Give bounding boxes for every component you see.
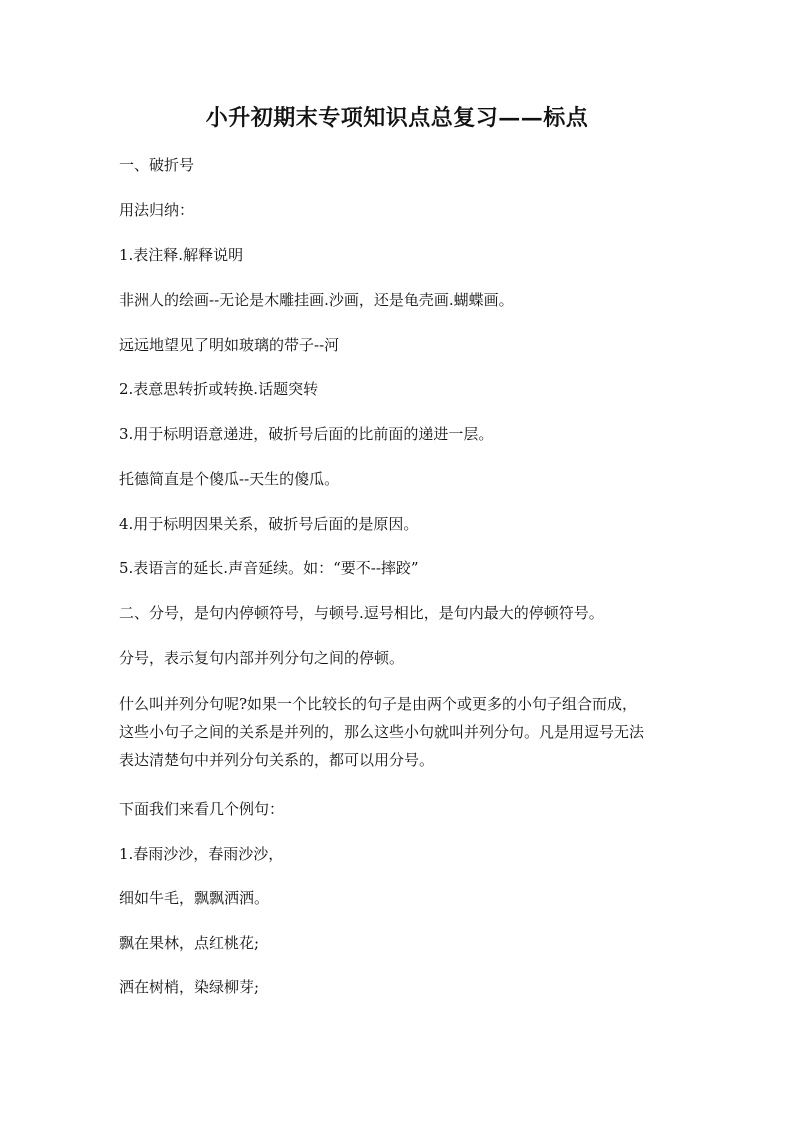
example-line: 细如牛毛，飘飘洒洒。 <box>119 889 270 907</box>
long-paragraph-line: 什么叫并列分句呢?如果一个比较长的句子是由两个或更多的小句子组合而成， <box>119 695 638 713</box>
paragraph: 1.表注释.解释说明 <box>119 246 244 264</box>
paragraph: 3.用于标明语意递进，破折号后面的比前面的递进一层。 <box>119 425 494 443</box>
paragraph: 4.用于标明因果关系，破折号后面的是原因。 <box>119 515 419 533</box>
long-paragraph-line: 这些小句子之间的关系是并列的，那么这些小句就叫并列分句。凡是用逗号无法 <box>119 723 645 741</box>
paragraph: 2.表意思转折或转换.话题突转 <box>119 380 319 398</box>
long-paragraph-line: 表达清楚句中并列分句关系的，都可以用分号。 <box>119 751 435 769</box>
example-line: 洒在树梢，染绿柳芽; <box>119 978 260 996</box>
section-heading-semicolon: 二、分号，是句内停顿符号，与顿号.逗号相比，是句内最大的停顿符号。 <box>119 604 604 622</box>
section-heading-dash: 一、破折号 <box>119 156 195 174</box>
example-line: 1.春雨沙沙，春雨沙沙， <box>119 845 284 863</box>
document-title: 小升初期末专项知识点总复习——标点 <box>205 105 589 131</box>
paragraph: 分号，表示复句内部并列分句之间的停顿。 <box>119 649 405 667</box>
paragraph: 托德简直是个傻瓜--天生的傻瓜。 <box>119 470 340 488</box>
paragraph: 非洲人的绘画--无论是木雕挂画.沙画，还是龟壳画.蝴蝶画。 <box>119 291 514 309</box>
paragraph: 5.表语言的延长.声音延续。如：“要不--摔跤” <box>119 559 419 577</box>
example-line: 飘在果林，点红桃花; <box>119 934 260 952</box>
paragraph: 远远地望见了明如玻璃的带子--河 <box>119 336 340 354</box>
paragraph: 下面我们来看几个例句： <box>119 800 285 818</box>
long-paragraph <box>119 690 679 774</box>
paragraph: 用法归纳： <box>119 201 195 219</box>
